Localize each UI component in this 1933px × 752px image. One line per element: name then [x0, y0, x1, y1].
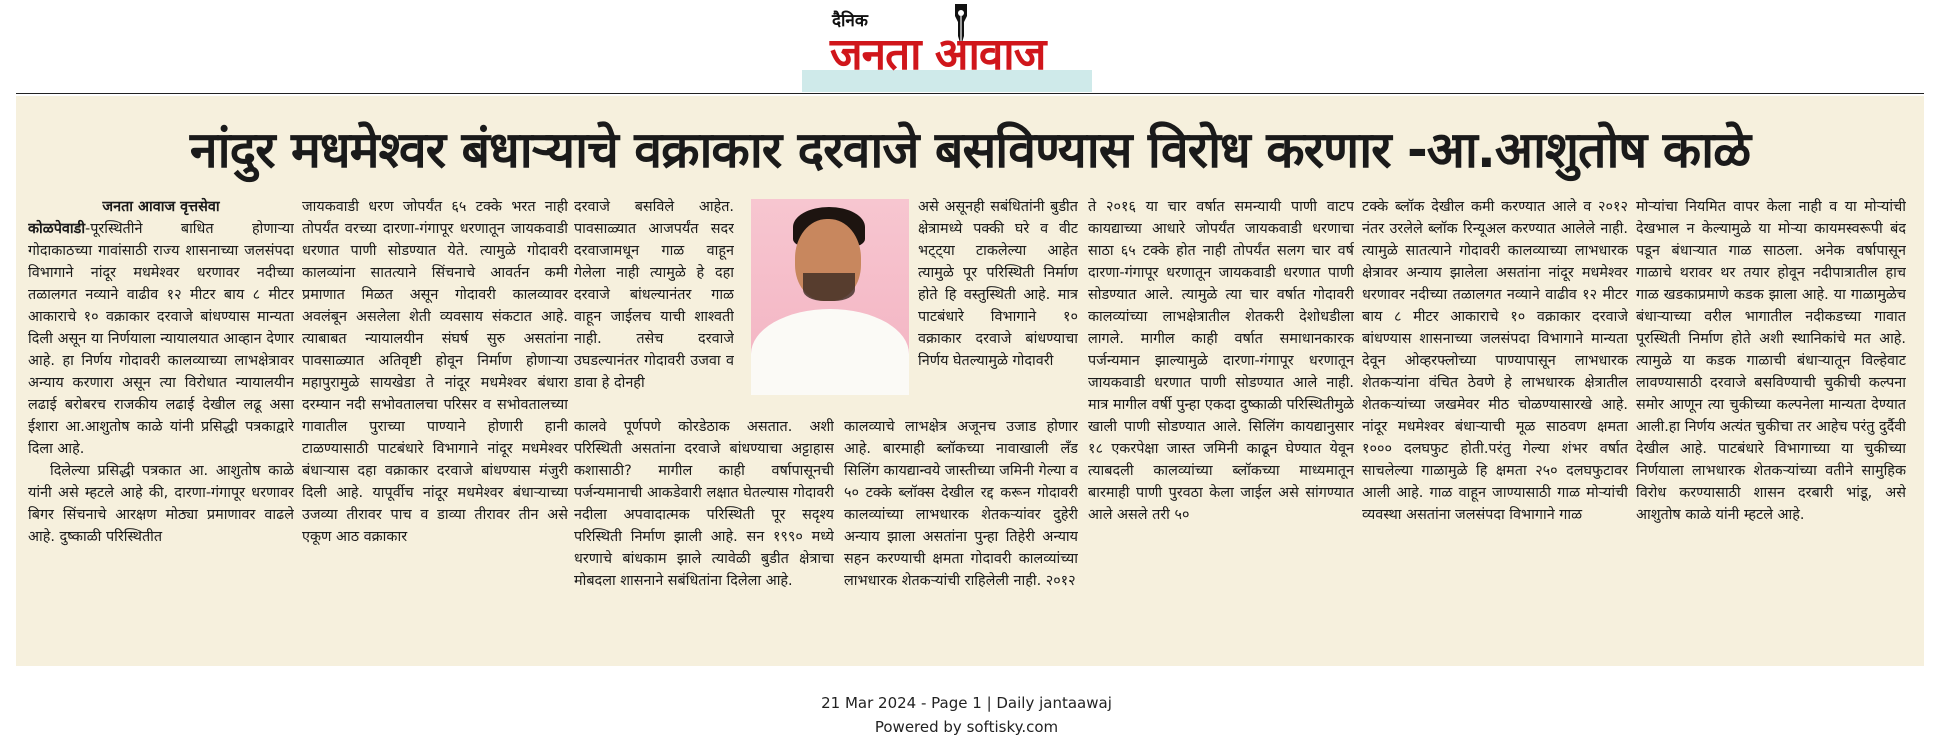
masthead-divider: [16, 93, 1924, 94]
article-column-2: [302, 196, 568, 656]
article-column-1: [28, 196, 294, 656]
article-paragraph: मोऱ्यांचा नियमित वापर केला नाही व या मोऱ्यांची देखभाल न केल्यामुळे या मोऱ्या कायमस्वरूपी बंद पडून बंधाऱ्यात गाळ साठला. अनेक वर्षापासून गाळाचे थरावर थर तयार होवून नदीपात्रातील हाच गाळ खडकाप्रमाणे कडक झाला आहे. या गाळामुळेच बंधाऱ्याच्या वरील भागातील नदीकडच्या गावात पूरस्थिती निर्माण होते अशी स्थानिकांचे मत आहे. त्यामुळे या कडक गाळाची बंधाऱ्यातून विल्हेवाट लावण्यासाठी दरवाजे बसविण्याची चुकीची कल्पना समोर आणून त्या चुकीच्या कल्पनेला मान्यता देण्यात आली.हा निर्णय अत्यंत चुकीचा तर आहेच परंतु दुर्दैवी देखील आहे. पाटबंधारे विभागाच्या या चुकीच्या निर्णयाला लाभधारक शेतकऱ्यांच्या वतीने सामुहिक विरोध करण्यासाठी शासन दरबारी भांडू, असे आशुतोष काळे यांनी म्हटले आहे.: [1636, 199, 1906, 523]
article-paragraph: कालवे पूर्णपणे कोरडेठाक असतात. अशी परिस्थिती असतांना दरवाजे बांधण्याचा अट्टाहास कशासाठी? मागील काही वर्षापासूनची पर्जन्यमानाची आकडेवारी लक्षात घेतल्यास गोदावरी नदीला अपवादात्मक परिस्थिती पूर सदृश्य परिस्थिती निर्माण झाली आहे. सन १९९० मध्ये धरणाचे बांधकाम झाले त्यावेळी बुडीत क्षेत्राचा मोबदला शासनाने सबंधितांना दिलेला आहे.: [574, 419, 834, 589]
portrait-photo: [751, 199, 909, 395]
article-column-6: [1362, 196, 1628, 656]
article-column-4-top: [918, 196, 1078, 398]
article-paragraph: दिलेल्या प्रसिद्धी पत्रकात आ. आशुतोष काळे यांनी असे म्हटले आहे की, दारणा-गंगापूर धरणावर बिगर सिंचनाचे आरक्षण मोठ्या प्रमाणावर वाढले आहे. दुष्काळी परिस्थितीत: [28, 463, 294, 545]
article-text: -पूरस्थितीने बाधित होणाऱ्या गोदाकाठच्या गावांसाठी राज्य शासनाच्या जलसंपदा विभागाने नांदूर मधमेश्वर धरणावर नदीच्या तळालगत नव्याने वाढीव १२ मीटर बाय ८ मीटर आकाराचे १० वक्राकार दरवाजे बांधण्यास मान्यता दिली असून या निर्णयाला न्यायालयात आव्हान देणार आहे. हा निर्णय गोदावरी कालव्याच्या लाभक्षेत्रावर अन्याय करणारा असून त्या विरोधात न्यायालयीन लढाई बरोबरच राजकीय लढाई देखील लढू असा ईशारा आ.आशुतोष काळे यांनी प्रसिद्धी पत्रकाद्वारे दिला आहे.: [28, 221, 294, 457]
masthead-brand-name: जनता आवाज: [830, 29, 1046, 80]
article-column-5: [1088, 196, 1354, 656]
article-paragraph: जायकवाडी धरण जोपर्यंत ६५ टक्के भरत नाही तोपर्यंत वरच्या दारणा-गंगापूर धरणातून जायकवाडी धरणात पाणी सोडण्यात येते. त्यामुळे गोदावरी कालव्यांना सातत्याने सिंचनाचे आवर्तन कमी प्रमाणात मिळत असून गोदावरी कालव्यावर अवलंबून असलेला शेती व्यवसाय संकटात आहे. त्याबाबत न्यायालयीन संघर्ष सुरु असतांना पावसाळ्यात अतिवृष्टी होवून निर्माण होणाऱ्या महापुरामुळे सायखेडा ते नांदूर मधमेश्वर बंधारा दरम्यान नदी सभोवतालचा परिसर व सभोवतालच्या गावातील पुराच्या पाण्याने होणारी हानी टाळण्यासाठी पाटबंधारे विभागाने नांदूर मधमेश्वर बंधाऱ्यास दहा वक्राकार दरवाजे बांधण्यास मंजुरी दिली आहे. यापूर्वीच नांदूर मधमेश्वर बंधाऱ्याच्या उजव्या तीरावर पाच व डाव्या तीरावर तीन असे एकूण आठ वक्राकार: [302, 199, 568, 545]
article-column-3-top: [574, 196, 734, 398]
article-byline: जनता आवाज वृत्तसेवा: [102, 199, 220, 215]
article-paragraph: कालव्याचे लाभक्षेत्र अजूनच उजाड होणार आहे. बारमाही ब्लॉकच्या नावाखाली लँड सिलिंग कायद्यान्वये जास्तीच्या जमिनी गेल्या व ५० टक्के ब्लॉक्स देखील रद्द करून गोदावरी कालव्यांच्या लाभधारक शेतकऱ्यांवर दुहेरी अन्याय झाला असतांना पुन्हा तिहेरी अन्याय सहन करण्याची क्षमता गोदावरी कालव्यांच्या लाभधारक शेतकऱ्यांची राहिलेली नाही. २०१२: [844, 419, 1078, 589]
article-dateline: कोळपेवाडी: [28, 221, 86, 237]
article-column-4-bottom: [844, 416, 1078, 656]
article-column-7: [1636, 196, 1906, 656]
article-paragraph: टक्के ब्लॉक देखील कमी करण्यात आले व २०१२ नंतर उरलेले ब्लॉक रिन्यूअल करण्यात आलेले नाही. त्यामुळे सातत्याने गोदावरी कालव्याच्या लाभधारक क्षेत्रावर अन्याय झालेला असतांना नांदूर मधमेश्वर धरणावर नदीच्या तळालगत नव्याने वाढीव १२ मीटर बाय ८ मीटर आकाराचे १० वक्राकार दरवाजे बांधण्यास शासनाच्या जलसंपदा विभागाने मान्यता देवून ओव्हरफ्लोच्या पाण्यापासून लाभधारक शेतकऱ्यांना वंचित ठेवणे हे लाभधारक क्षेत्रातील शेतकऱ्यांच्या जखमेवर मीठ चोळण्यासारखे आहे. नांदूर मधमेश्वर बंधाऱ्याची मूळ साठवण क्षमता १००० दलघफुट होती.परंतु गेल्या शंभर वर्षात साचलेल्या गाळामुळे हि क्षमता २५० दलघफुटावर आली आहे. गाळ वाहून जाण्यासाठी गाळ मोऱ्यांची व्यवस्था असतांना जलसंपदा विभागाने गाळ: [1362, 199, 1628, 523]
masthead-daily-label: दैनिक: [832, 11, 868, 31]
article-headline: नांदुर मधमेश्वर बंधाऱ्याचे वक्राकार दरवाजे बसविण्यास विरोध करणार -आ.आशुतोष काळे: [189, 121, 1751, 179]
masthead-logo: [798, 0, 1116, 92]
powered-by-link[interactable]: Powered by softisky.com: [874, 718, 1059, 736]
article-column-3-bottom: [574, 416, 834, 656]
article-paragraph: [28, 218, 294, 460]
news-article: [16, 96, 1924, 666]
article-paragraph: ते २०१६ या चार वर्षात समन्यायी पाणी वाटप कायद्याच्या आधारे जोपर्यंत जायकवाडी धरणाचा साठा ६५ टक्के होत नाही तोपर्यंत सलग चार वर्ष दारणा-गंगापूर धरणातून जायकवाडी धरणात पाणी सोडण्यात आले. त्यामुळे त्या चार वर्षात गोदावरी कालव्यांच्या लाभक्षेत्रातील शेतकरी देशोधडीला लागले. मागील काही वर्षात समाधानकारक पर्जन्यमान झाल्यामुळे दारणा-गंगापूर धरणातून जायकवाडी धरणात पाणी सोडण्यात आले नाही. मात्र मागील वर्षी पुन्हा एकदा दुष्काळी परिस्थितीमुळे खाली पाणी सोडण्यात आले. सिलिंग कायद्यानुसार १८ एकरपेक्षा जास्त जमिनी काढून घेण्यात येवून त्याबदली कालव्यांच्या ब्लॉकच्या माध्यमातून बारमाही पाणी पुरवठा केला जाईल असे सांगण्यात आले असले तरी ५०: [1088, 199, 1354, 523]
edition-info: 21 Mar 2024 - Page 1 | Daily jantaawaj: [821, 694, 1112, 712]
article-paragraph: असे असूनही सबंधितांनी बुडीत क्षेत्रामध्ये पक्की घरे व वीट भट्ट्या टाकलेल्या आहेत त्यामुळे पूर परिस्थिती निर्माण होते हि वस्तुस्थिती आहे. मात्र पाटबंधारे विभागाने १० वक्राकार दरवाजे बांधण्याचा निर्णय घेतल्यामुळे गोदावरी: [918, 199, 1078, 369]
article-paragraph: दरवाजे बसविले आहेत. पावसाळ्यात आजपर्यंत सदर दरवाजामधून गाळ वाहून गेलेला नाही त्यामुळे हे दहा दरवाजे बांधल्यानंतर गाळ वाहून जाईलच याची शाश्वती नाही. तसेच दरवाजे उघडल्यानंतर गोदावरी उजवा व डावा हे दोनही: [574, 199, 734, 391]
